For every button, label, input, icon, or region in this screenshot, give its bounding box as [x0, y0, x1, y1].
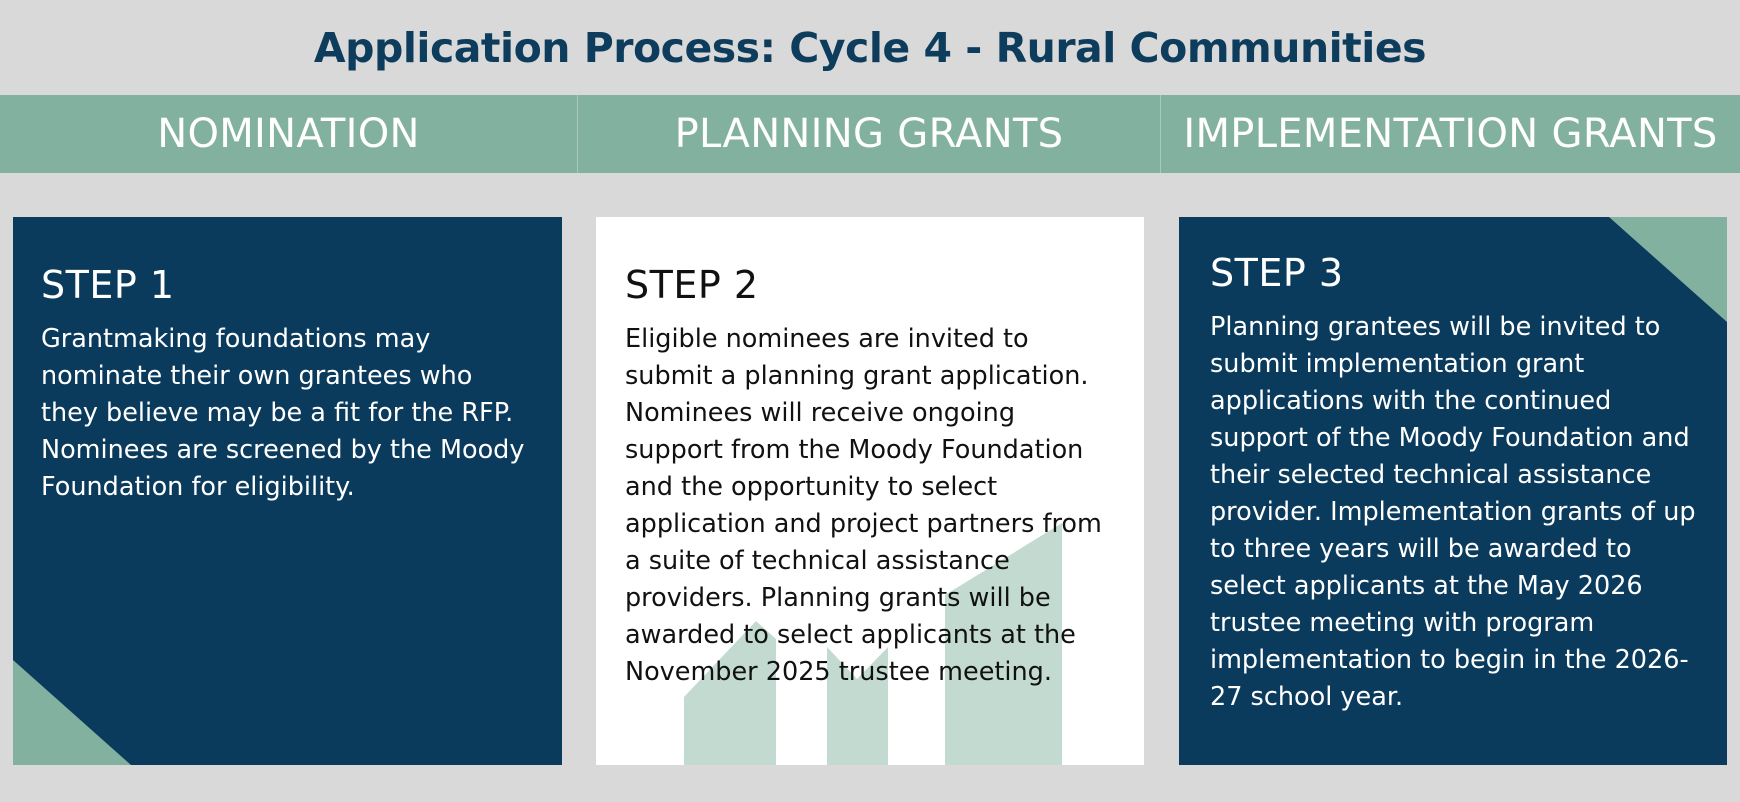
step-3-description: Planning grantees will be invited to submit implementation grant applications with the continued support of the Moody Foundation and their selected technical assistance provider. Implementation grants of up to three years will be awarded to select applicants at the May 2026 trustee meeting with program implementation to begin in the 2026-27 school year. — [1210, 312, 1696, 712]
phase-implementation-grants: IMPLEMENTATION GRANTS — [1161, 95, 1740, 173]
step-2-heading: STEP 2 — [625, 263, 759, 307]
step-1-heading: STEP 1 — [41, 263, 175, 307]
phase-header-band — [0, 95, 1740, 173]
step-3-card — [1179, 217, 1727, 765]
page-title: Application Process: Cycle 4 - Rural Communities — [313, 24, 1427, 72]
step-1-card — [13, 217, 562, 765]
step-3-heading: STEP 3 — [1210, 251, 1344, 295]
step-2-card — [596, 217, 1144, 765]
step-1-description: Grantmaking foundations may nominate their own grantees who they believe may be a fit for the RFP. Nominees are screened by the Moody Foundation for eligibility. — [41, 324, 525, 502]
step-2-description: Eligible nominees are invited to submit a planning grant application. Nominees will receive ongoing support from the Moody Foundation and the opportunity to select application and project partners from a suite of technical assistance providers. Planning grants will be awarded to select applicants at the November 2025 trustee meeting. — [625, 324, 1102, 687]
corner-triangle-decoration — [13, 660, 131, 765]
phase-nomination: NOMINATION — [0, 95, 578, 173]
phase-planning-grants: PLANNING GRANTS — [578, 95, 1161, 173]
corner-triangle-decoration — [1609, 217, 1727, 322]
